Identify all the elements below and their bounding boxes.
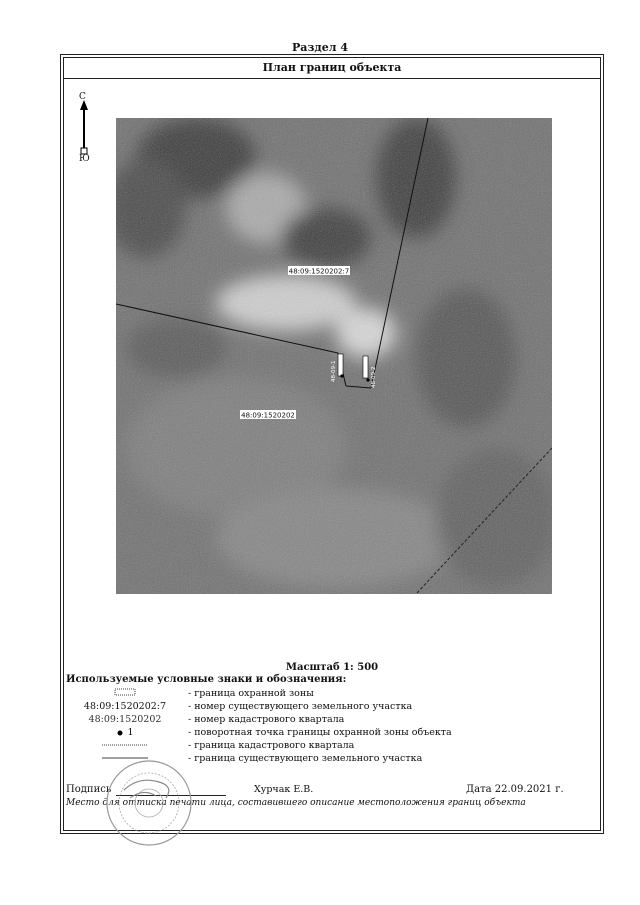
compass-north-label: С <box>79 92 86 102</box>
legend-item-quarter-number <box>64 714 584 727</box>
turning-point-dot-icon <box>116 729 124 737</box>
map-point-b-label: 48-09-2 <box>371 366 377 388</box>
legend-desc: - поворотная точка границы охранной зоны объекта <box>188 727 452 738</box>
seal-stamp-icon <box>104 758 194 848</box>
legend-desc: - номер существующего земельного участка <box>188 701 413 712</box>
stamp-place-note: Место для оттиска печати лица, составившего описание местоположения границ объекта <box>66 798 526 808</box>
map-parcel-label: 48:09:1520202:7 <box>288 267 350 276</box>
scale-text: Масштаб 1: 500 <box>285 662 379 673</box>
map-quarter-label: 48:09:1520202 <box>241 411 295 420</box>
plan-title: План границ объекта <box>64 58 600 79</box>
dashed-line-symbol-icon <box>100 740 150 748</box>
legend-desc: - граница существующего земельного участка <box>188 753 423 764</box>
turning-point-2 <box>366 378 369 381</box>
protection-zone-marker <box>338 354 343 376</box>
legend-item-protection-zone <box>64 688 584 701</box>
legend-symbol-text: 1 <box>127 727 134 738</box>
legend-desc: - номер кадастрового квартала <box>188 714 345 725</box>
compass-south-label: Ю <box>79 154 90 164</box>
signer-name: Хурчак Е.В. <box>254 784 314 795</box>
legend-symbol-text: 48:09:1520202 <box>88 714 162 725</box>
section-title: Раздел 4 <box>292 41 348 54</box>
frame-inner <box>63 57 601 831</box>
map-point-a-label: 48-09-1 <box>331 360 337 382</box>
document-frame <box>60 54 604 834</box>
compass <box>79 92 99 172</box>
turning-point-1 <box>340 374 343 377</box>
legend-desc: - граница охранной зоны <box>188 688 314 699</box>
aerial-map <box>116 118 552 594</box>
legend-item-quarter-boundary <box>64 740 584 753</box>
map-canvas <box>116 118 552 594</box>
protection-zone-symbol-icon <box>113 688 137 696</box>
legend-item-parcel-number <box>64 701 584 714</box>
legend-symbol-text: 48:09:1520202:7 <box>83 701 167 712</box>
document-date: Дата 22.09.2021 г. <box>466 784 564 795</box>
legend-desc: - граница кадастрового квартала <box>188 740 355 751</box>
legend-title: Используемые условные знаки и обозначения: <box>66 674 347 685</box>
legend-item-turning-point <box>64 727 584 740</box>
signature-label: Подпись <box>66 784 112 795</box>
